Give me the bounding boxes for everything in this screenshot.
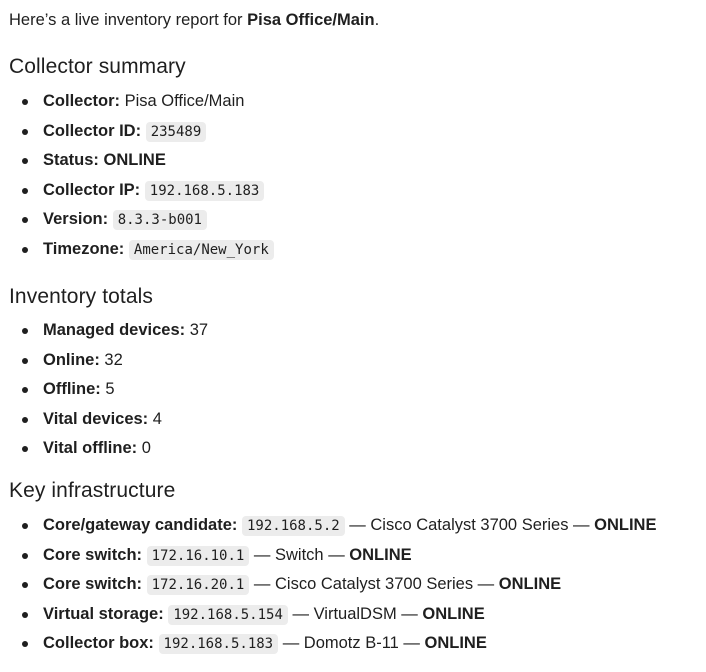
item-code: 235489	[146, 122, 207, 142]
item-key: Collector ID:	[43, 121, 142, 140]
item-desc: — Domotz B-11 —	[278, 634, 425, 652]
intro-site: Pisa Office/Main	[247, 11, 375, 29]
item-code: 8.3.3-b001	[113, 210, 207, 230]
item-code: 192.168.5.154	[168, 605, 288, 625]
item-key: Managed devices:	[43, 321, 186, 339]
item-key: Status:	[43, 151, 99, 169]
list-item	[0, 320, 208, 350]
collector-summary-heading: Collector summary	[9, 55, 186, 78]
list-item	[0, 180, 274, 210]
item-code: 172.16.20.1	[147, 575, 250, 595]
list-item	[0, 604, 656, 634]
item-key: Core switch:	[43, 575, 143, 593]
item-code: 192.168.5.183	[145, 181, 265, 201]
status-text: ONLINE	[422, 604, 485, 623]
list-item	[0, 515, 656, 545]
status-text: ONLINE	[349, 545, 412, 564]
inventory-totals-heading: Inventory totals	[9, 285, 154, 308]
item-text: 0	[137, 439, 151, 457]
list-item	[0, 350, 208, 380]
item-code: 192.168.5.2	[242, 516, 345, 536]
list-item	[0, 574, 656, 604]
status-text: ONLINE	[498, 575, 562, 593]
key-infrastructure-heading: Key infrastructure	[9, 479, 176, 502]
item-key: Version:	[43, 210, 109, 228]
list-item	[0, 209, 274, 239]
item-desc: — Cisco Catalyst 3700 Series —	[249, 575, 499, 593]
item-key: Core/gateway candidate:	[43, 516, 238, 534]
item-key: Timezone:	[43, 239, 125, 258]
item-text: 4	[148, 409, 162, 428]
item-desc: — VirtualDSM —	[287, 604, 423, 623]
item-key: Virtual storage:	[43, 604, 164, 623]
item-key: Collector IP:	[43, 180, 141, 199]
item-key: Offline:	[43, 380, 101, 398]
item-key: Collector box:	[43, 634, 154, 652]
item-desc: — Cisco Catalyst 3700 Series —	[344, 516, 595, 534]
intro-prefix: Here’s a live inventory report for	[9, 11, 248, 29]
list-item	[0, 545, 656, 575]
intro-line	[9, 10, 379, 30]
intro-suffix: .	[374, 11, 380, 29]
item-key: Core switch:	[43, 545, 143, 564]
item-text: 32	[99, 350, 123, 369]
item-code: 172.16.10.1	[147, 546, 250, 566]
list-item	[0, 379, 208, 409]
item-code: America/New_York	[129, 240, 274, 260]
status-text: ONLINE	[424, 634, 487, 652]
status-text: ONLINE	[103, 151, 166, 169]
item-key: Collector:	[43, 92, 121, 110]
list-item	[0, 121, 274, 151]
item-key: Vital offline:	[43, 439, 138, 457]
list-item	[0, 409, 208, 439]
item-text: 37	[185, 321, 209, 339]
key-infrastructure-list	[0, 515, 656, 663]
item-desc: — Switch —	[249, 545, 350, 564]
item-text: 5	[100, 380, 115, 398]
item-key: Online:	[43, 350, 100, 369]
list-item	[0, 239, 274, 269]
inventory-totals-list	[0, 320, 208, 468]
list-item	[0, 150, 274, 180]
item-key: Vital devices:	[43, 409, 149, 428]
item-code: 192.168.5.183	[159, 634, 279, 654]
list-item	[0, 91, 274, 121]
collector-summary-list	[0, 91, 274, 268]
item-text: Pisa Office/Main	[120, 92, 245, 110]
status-text: ONLINE	[594, 516, 657, 534]
list-item	[0, 438, 208, 468]
list-item	[0, 633, 656, 663]
